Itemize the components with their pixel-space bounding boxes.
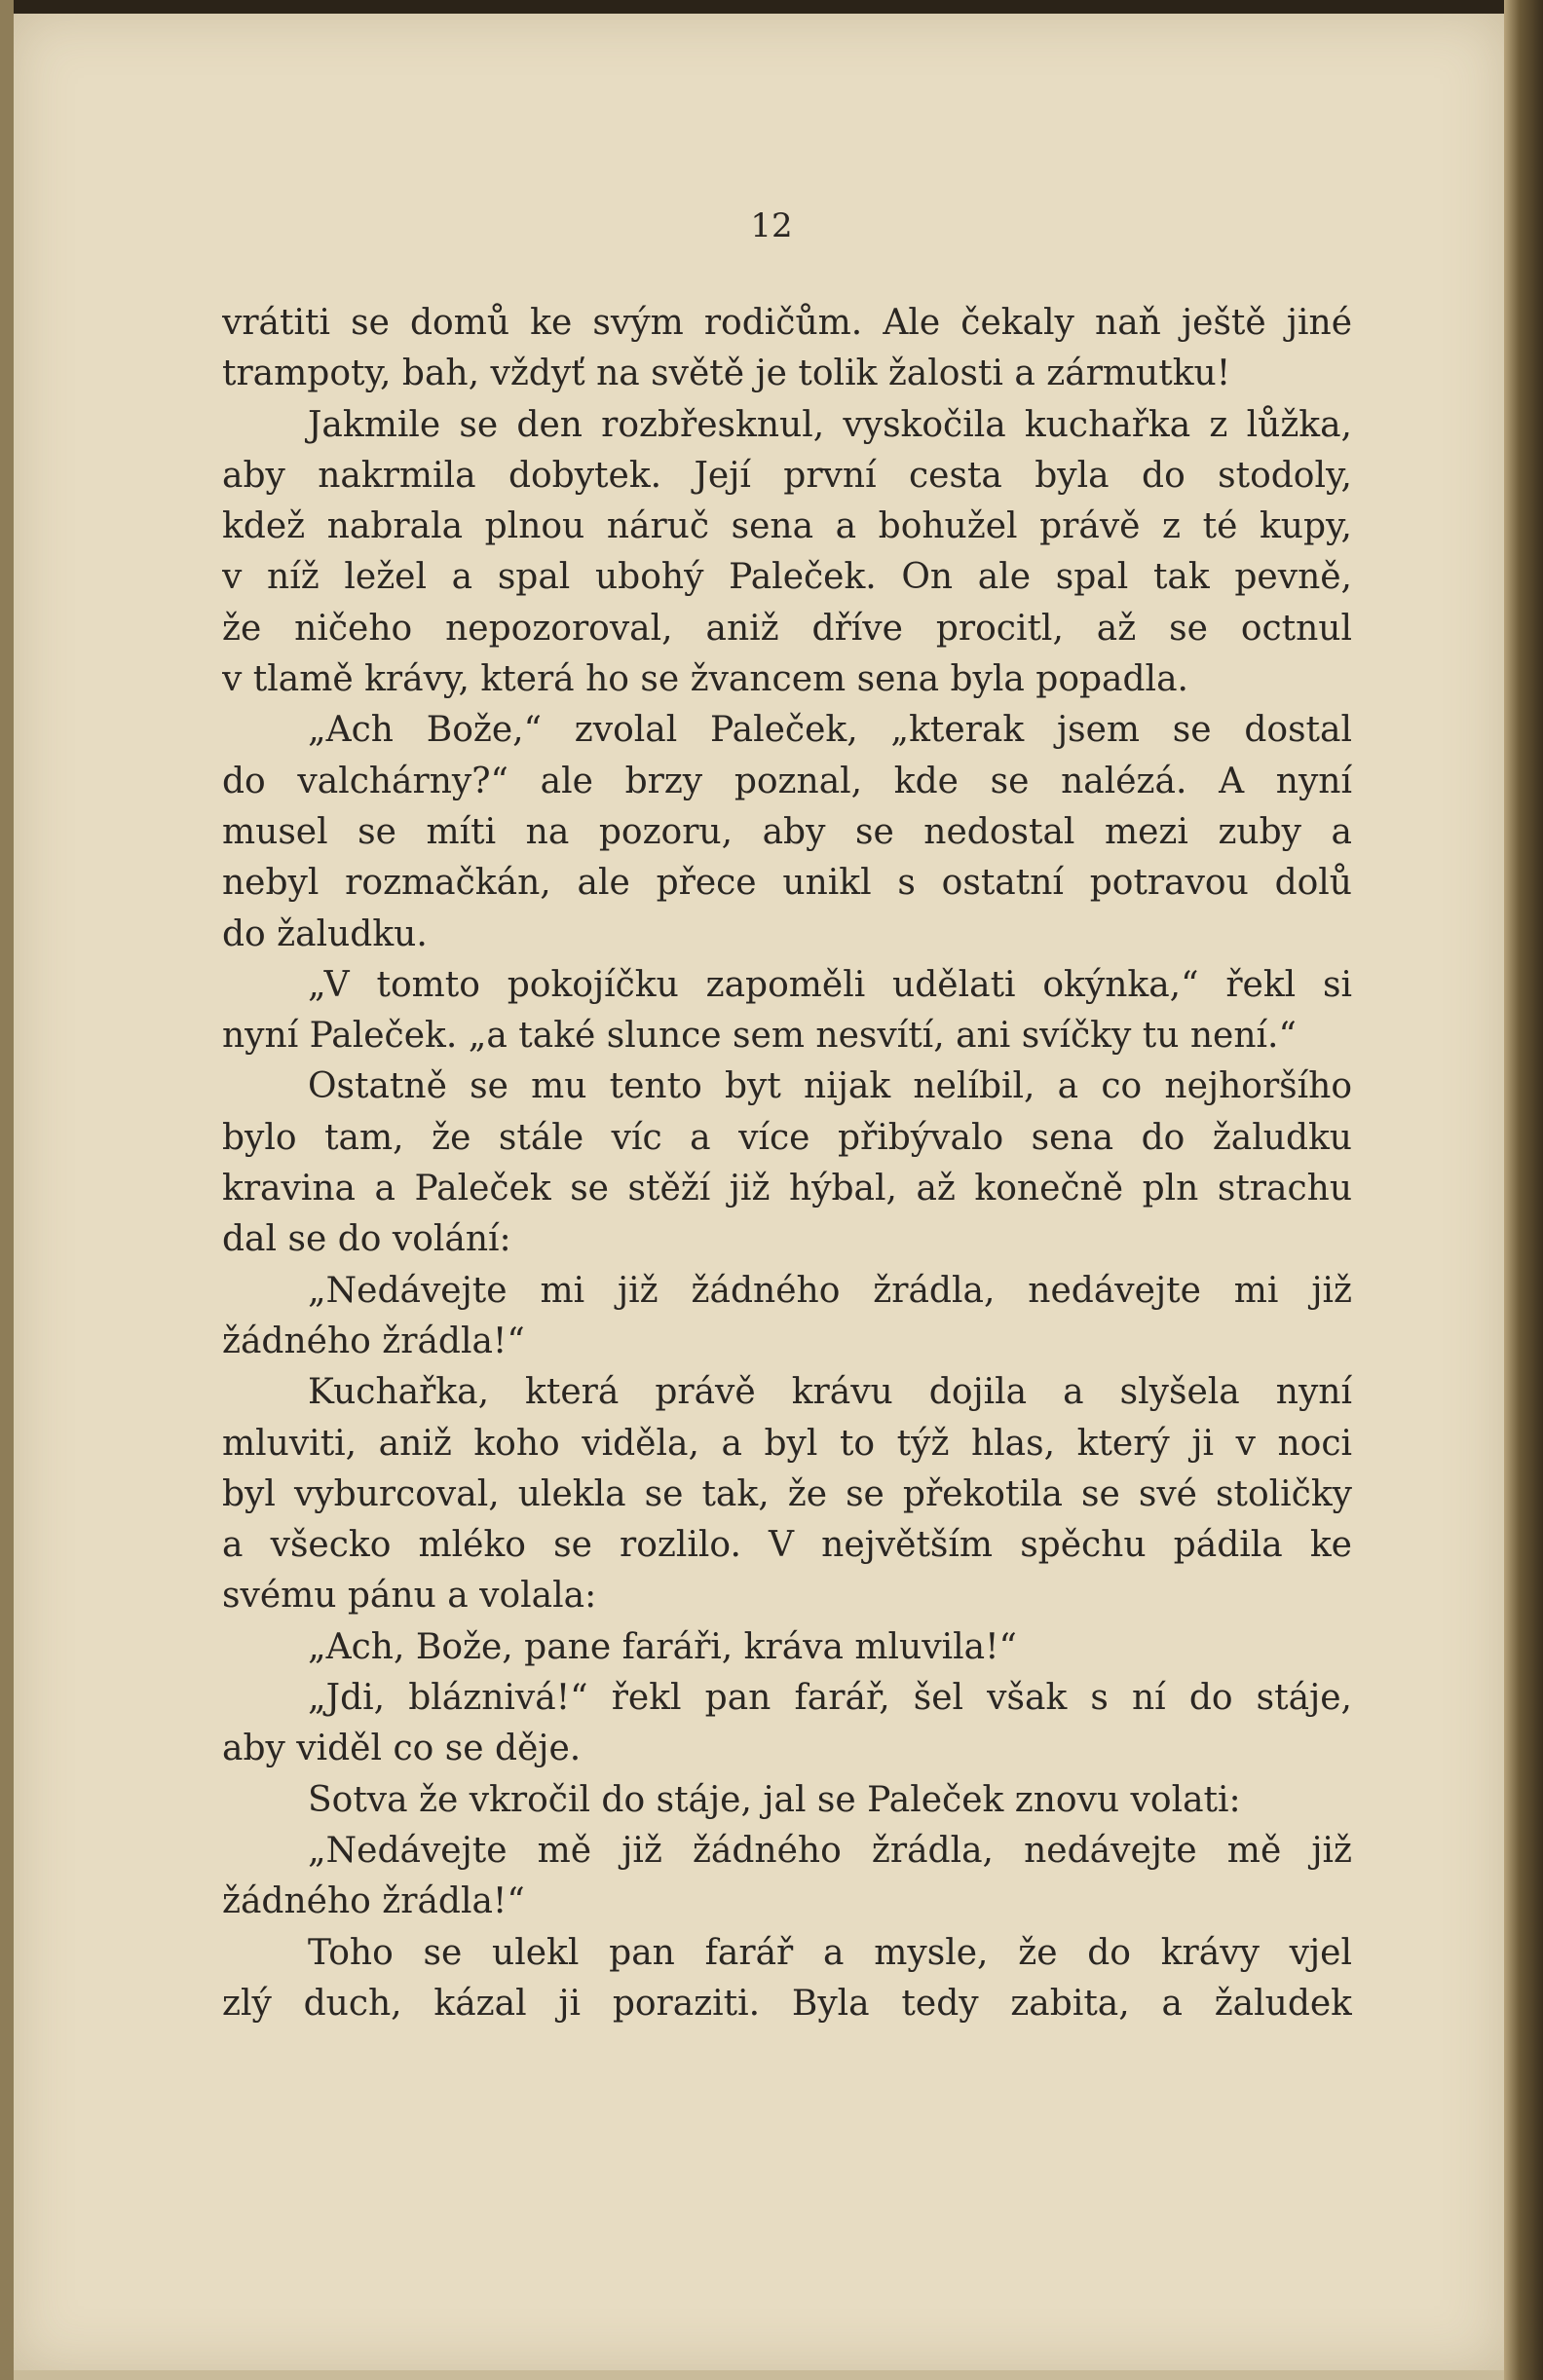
text-line: „V tomto pokojíčku zapoměli udělati okýnka,“ řekl si bbox=[308, 964, 1352, 1005]
text-line: v tlamě krávy, která ho se žvancem sena byla popadla. bbox=[222, 659, 1188, 700]
text-line: musel se míti na pozoru, aby se nedostal mezi zuby a bbox=[222, 811, 1352, 852]
text-line: aby nakrmila dobytek. Její první cesta byla do stodoly, bbox=[222, 455, 1352, 496]
text-line: v níž ležel a spal ubohý Paleček. On ale spal tak pevně, bbox=[222, 557, 1352, 598]
text-line: „Nedávejte mě již žádného žrádla, nedávejte mě již bbox=[308, 1830, 1352, 1871]
text-line: „Ach, Bože, pane faráři, kráva mluvila!“ bbox=[308, 1626, 1017, 1667]
text-line: žádného žrádla!“ bbox=[222, 1320, 525, 1361]
text-line: že ničeho nepozoroval, aniž dříve procitl, až se octnul bbox=[222, 608, 1352, 649]
text-line: „Jdi, bláznivá!“ řekl pan farář, šel však s ní do stáje, bbox=[308, 1678, 1352, 1719]
text-line: kravina a Paleček se stěží již hýbal, až konečně pln strachu bbox=[222, 1169, 1352, 1209]
text-line: vrátiti se domů ke svým rodičům. Ale čekaly naň ještě jiné bbox=[222, 303, 1352, 343]
text-line: zlý duch, kázal ji poraziti. Byla tedy zabita, a žaludek bbox=[222, 1983, 1352, 2024]
text-line: mluviti, aniž koho viděla, a byl to týž hlas, který ji v noci bbox=[222, 1423, 1352, 1464]
text-line: do žaludku. bbox=[222, 913, 428, 954]
page-number: 12 bbox=[750, 206, 793, 245]
text-line: „Ach Bože,“ zvolal Paleček, „kterak jsem se dostal bbox=[308, 710, 1352, 751]
text-line: Jakmile se den rozbřesknul, vyskočila kuchařka z lůžka, bbox=[308, 404, 1352, 445]
text-line: bylo tam, že stále víc a více přibývalo sena do žaludku bbox=[222, 1117, 1352, 1158]
text-line: Ostatně se mu tento byt nijak nelíbil, a co nejhoršího bbox=[308, 1066, 1352, 1107]
text-line: trampoty, bah, vždyť na světě je tolik žalosti a zármutku! bbox=[222, 353, 1231, 394]
scan-left-edge bbox=[0, 0, 14, 2380]
text-line: byl vyburcoval, ulekla se tak, že se překotila se své stoličky bbox=[222, 1473, 1352, 1514]
text-line: žádného žrádla!“ bbox=[222, 1881, 525, 1922]
text-line: do valchárny?“ ale brzy poznal, kde se nalézá. A nyní bbox=[222, 761, 1352, 801]
text-line: a všecko mléko se rozlilo. V největším spěchu pádila ke bbox=[222, 1525, 1352, 1566]
body-text bbox=[222, 298, 1352, 2029]
text-line: aby viděl co se děje. bbox=[222, 1729, 582, 1769]
book-spine bbox=[1504, 0, 1543, 2380]
text-line: dal se do volání: bbox=[222, 1219, 511, 1260]
text-line: kdež nabrala plnou náruč sena a bohužel právě z té kupy, bbox=[222, 506, 1352, 547]
text-line: Sotva že vkročil do stáje, jal se Paleček znovu volati: bbox=[308, 1779, 1241, 1820]
text-line: Toho se ulekl pan farář a mysle, že do krávy vjel bbox=[308, 1932, 1352, 1973]
text-line: nebyl rozmačkán, ale přece unikl s ostatní potravou dolů bbox=[222, 863, 1352, 904]
scan-top-edge bbox=[0, 0, 1543, 14]
text-line: Kuchařka, která právě krávu dojila a slyšela nyní bbox=[308, 1372, 1352, 1413]
text-line: „Nedávejte mi již žádného žrádla, nedávejte mi již bbox=[308, 1270, 1352, 1311]
text-line: svému pánu a volala: bbox=[222, 1576, 597, 1617]
text-line: nyní Paleček. „a také slunce sem nesvítí, ani svíčky tu není.“ bbox=[222, 1016, 1297, 1057]
